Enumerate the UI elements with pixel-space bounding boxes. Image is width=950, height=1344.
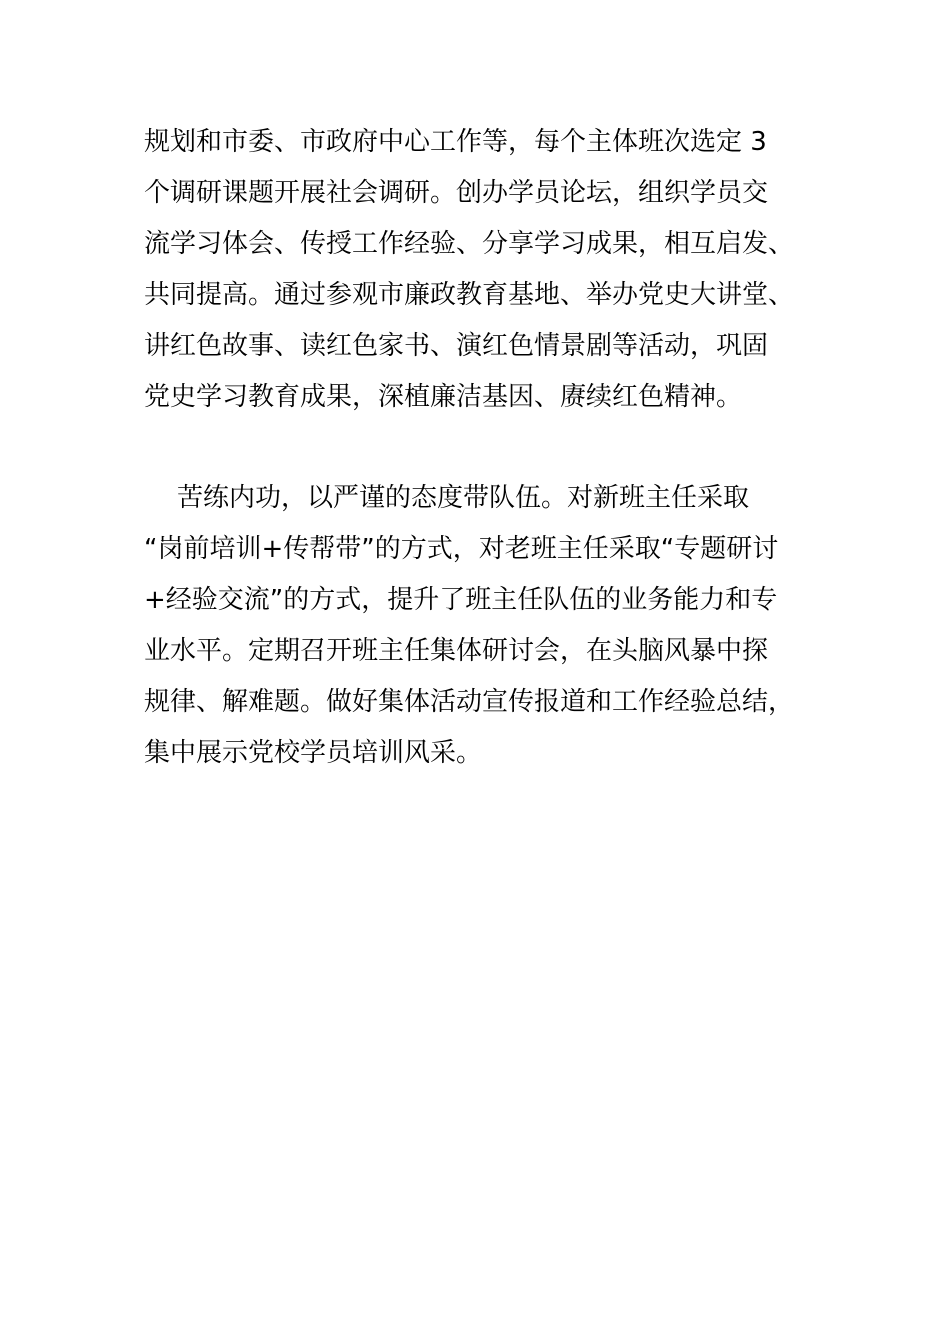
text-line: 讲红色故事、读红色家书、演红色情景剧等活动，巩固 [144,331,769,361]
text-line: “岗前培训+传帮带”的方式，对老班主任采取“专题研讨 [144,534,779,564]
document-body [144,117,834,779]
text-line: 个调研课题开展社会调研。创办学员论坛，组织学员交 [144,178,769,208]
text-line: 苦练内功，以严谨的态度带队伍。对新班主任采取 [144,483,750,513]
paragraph-spacer [144,423,834,473]
text-line: 党史学习教育成果，深植廉洁基因、赓续红色精神。 [144,382,743,412]
text-line: 业水平。定期召开班主任集体研讨会，在头脑风暴中探 [144,636,769,666]
paragraph [144,473,834,779]
text-line: 流学习体会、传授工作经验、分享学习成果，相互启发、 [144,229,795,259]
paragraph [144,117,834,423]
text-line: 共同提高。通过参观市廉政教育基地、举办党史大讲堂、 [144,280,795,310]
text-line: 规律、解难题。做好集体活动宣传报道和工作经验总结， [144,687,795,717]
text-line: 集中展示党校学员培训风采。 [144,738,483,768]
text-line: 规划和市委、市政府中心工作等，每个主体班次选定 3 [144,127,767,157]
text-line: +经验交流”的方式，提升了班主任队伍的业务能力和专 [144,585,778,615]
